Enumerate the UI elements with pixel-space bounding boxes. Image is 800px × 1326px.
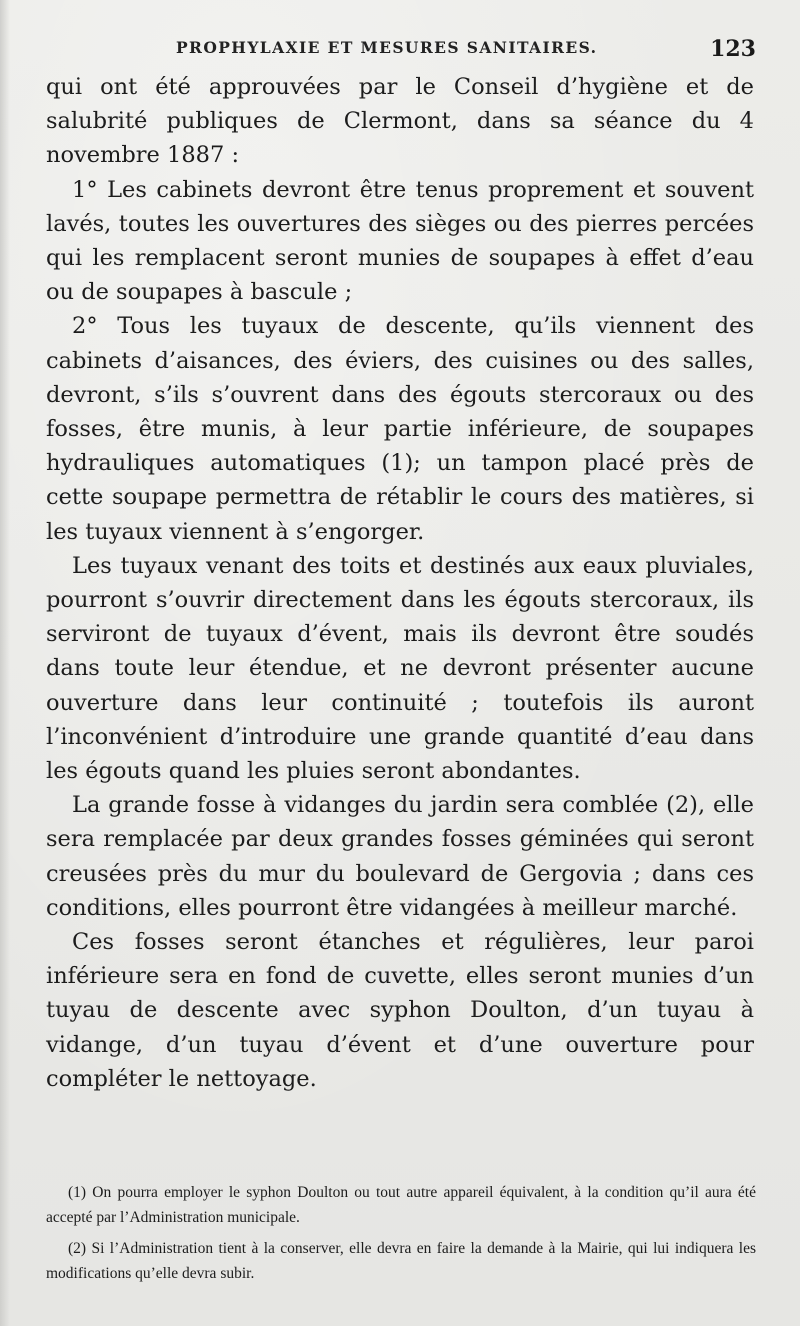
page-number: 123 bbox=[710, 36, 756, 62]
footnote-2: (2) Si l’Administration tient à la conserver, elle devra en faire la demande à la Mairie, qui lui indiquera les modifications qu’elle devra subir. bbox=[46, 1240, 756, 1282]
footnote-1: (1) On pourra employer le syphon Doulton ou tout autre appareil équivalent, à la condition qu’il aura été accepté par l’Administration municipale. bbox=[46, 1184, 756, 1226]
paragraph-item-1: 1° Les cabinets devront être tenus proprement et souvent lavés, toutes les ouvertures des sièges ou des pierres percées qui les remplacent seront munies de soupapes à effet d’eau ou de soupapes à bascule ; bbox=[46, 176, 754, 306]
paragraph-rain-pipes: Les tuyaux venant des toits et destinés aux eaux pluviales, pourront s’ouvrir directement dans les égouts stercoraux, ils serviront de tuyaux d’évent, mais ils devront être soudés dans toute leur étendue, et ne devront présenter aucune ouverture dans leur continuité ; toutefois ils auront l’inconvénient d’introduire une grande quantité d’eau dans les égouts quand les pluies seront abondantes. bbox=[46, 552, 754, 785]
paragraph-item-2: 2° Tous les tuyaux de descente, qu’ils viennent des cabinets d’aisances, des éviers, des cuisines ou des salles, devront, s’ils s’ouvrent dans des égouts stercoraux ou des fosses, être munis, à leur partie inférieure, de soupapes hydrauliques automatiques (1); un tampon placé près de cette soupape permettra de rétablir le cours des matières, si les tuyaux viennent à s’engorger. bbox=[46, 313, 754, 545]
running-title: PROPHYLAXIE ET MESURES SANITAIRES. bbox=[176, 38, 598, 57]
footnotes bbox=[46, 1180, 756, 1292]
paragraph-cesspit: La grande fosse à vidanges du jardin sera comblée (2), elle sera remplacée par deux grandes fosses géminées qui seront creusées près du mur du boulevard de Gergovia ; dans ces conditions, elles pourront être vidangées à meilleur marché. bbox=[46, 792, 754, 921]
paragraph-continuation: qui ont été approuvées par le Conseil d’hygiène et de salubrité publiques de Clermont, dans sa séance du 4 novembre 1887 : bbox=[46, 74, 754, 169]
page-header bbox=[176, 36, 756, 66]
page-gutter-shadow bbox=[0, 0, 10, 1326]
paragraph-twin-pits: Ces fosses seront étanches et régulières, leur paroi inférieure sera en fond de cuvette, elles seront munies d’un tuyau de descente avec syphon Doulton, d’un tuyau à vidange, d’un tuyau d’évent et d’une ouverture pour compléter le nettoyage. bbox=[46, 929, 754, 1092]
main-text bbox=[46, 70, 754, 1096]
